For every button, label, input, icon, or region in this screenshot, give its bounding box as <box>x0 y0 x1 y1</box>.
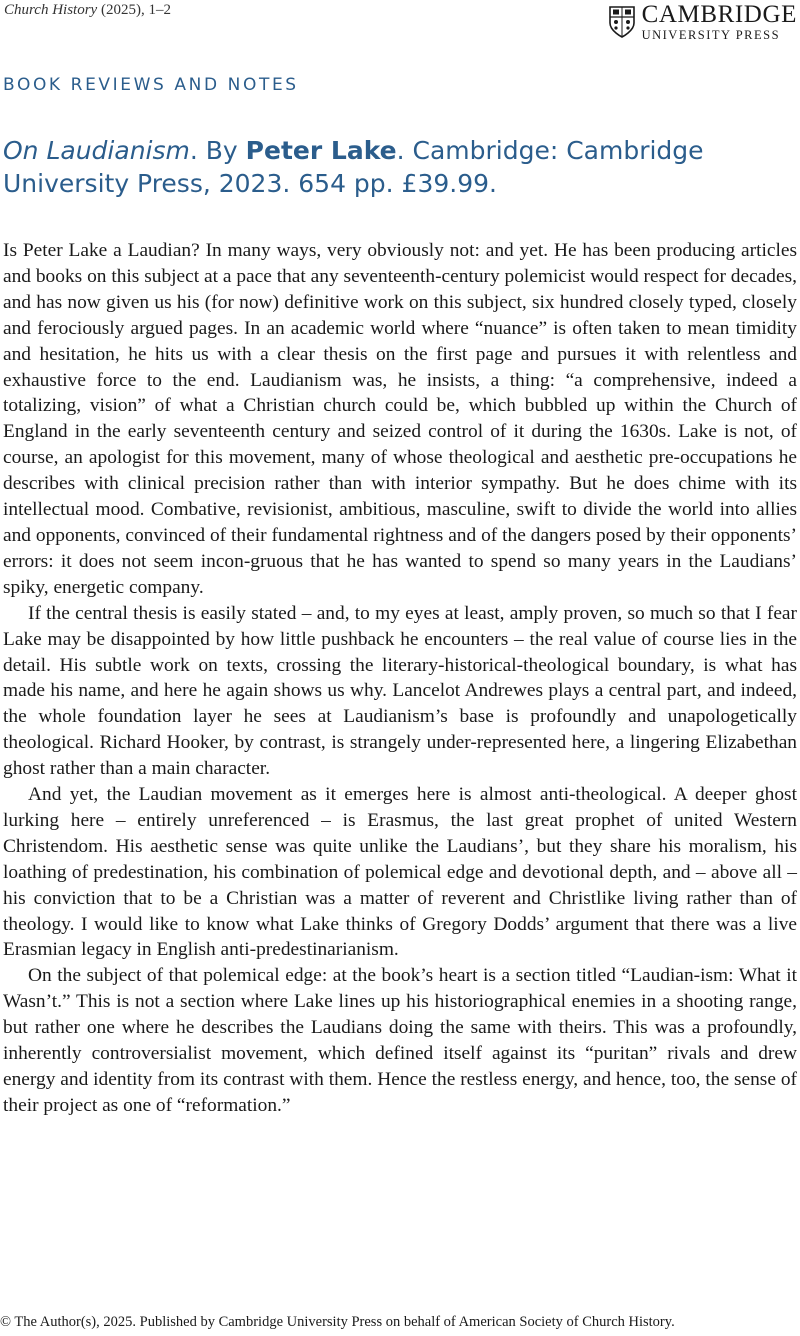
journal-reference <box>4 2 171 19</box>
publisher-logo <box>609 2 797 42</box>
body-paragraph: Is Peter Lake a Laudian? In many ways, very obviously not: and yet. He has been producing articles and books on this subject at a pace that any seventeenth-century polemicist would respect for decades, and has now given us his (for now) definitive work on this subject, six hundred closely typed, closely and ferociously argued pages. In an academic world where “nuance” is often taken to mean timidity and hesitation, he hits us with a clear thesis on the first page and pursues it with relentless and exhaustive force to the end. Laudianism was, he insists, a thing: “a comprehensive, indeed a totalizing, vision” of what a Christian church could be, which bubbled up within the Church of England in the early seventeenth century and seized control of it during the 1630s. Lake is not, of course, an apologist for this movement, many of whose theological and aesthetic pre-occupations he describes with clinical precision rather than with interior sympathy. But he does chime with its intellectual mood. Combative, revisionist, ambitious, masculine, swift to divide the world into allies and opponents, convinced of their fundamental rightness and of the dangers posed by their opponents’ errors: it does not seem incon-gruous that he has wanted to spend so many years in the Laudians’ spiky, energetic company. <box>3 240 797 598</box>
publisher-name-line1: CAMBRIDGE <box>641 1 797 28</box>
book-author: Peter Lake <box>245 136 397 165</box>
publication-details: . Cambridge: Cambridge University Press, 2023. 654 pp. £39.99. <box>3 136 704 198</box>
section-heading: BOOK REVIEWS AND NOTES <box>3 75 299 95</box>
body-paragraph: On the subject of that polemical edge: at the book’s heart is a section titled “Laudian-ism: What it Wasn’t.” This is not a section where Lake lines up his historiographical enemies in a shooting range, but rather one where he describes the Laudians doing the same with theirs. This was a profoundly, inherently controversialist movement, which defined itself against its “puritan” rivals and drew energy and identity from its contrast with them. Hence the restless energy, and hence, too, the sense of their project as one of “reformation.” <box>3 965 797 1116</box>
shield-crest-icon <box>609 6 635 38</box>
book-title: On Laudianism <box>3 136 190 165</box>
body-paragraph: And yet, the Laudian movement as it emerges here is almost anti-theological. A deeper ghost lurking here – entirely unreferenced – is Erasmus, the last great prophet of united Western Christendom. His aesthetic sense was quite unlike the Laudians’, but they share his moralism, his loathing of predestination, his combination of polemical edge and devotional depth, and – above all – his conviction that to be a Christian was a matter of reverent and Christlike living rather than of theology. I would like to know what Lake thinks of Gregory Dodds’ argument that there was a live Erasmian legacy in English anti-predestinarianism. <box>3 784 797 961</box>
review-body <box>3 238 797 1119</box>
body-paragraph: If the central thesis is easily stated – and, to my eyes at least, amply proven, so much so that I fear Lake may be disappointed by how little pushback he encounters – the real value of course lies in the detail. His subtle work on texts, crossing the literary-historical-theological boundary, is what has made his name, and here he again shows us why. Lancelot Andrewes plays a central part, and indeed, the whole foundation layer he sees at Laudianism’s base is profoundly and unapologetically theological. Richard Hooker, by contrast, is strangely under-represented here, a lingering Elizabethan ghost rather than a main character. <box>3 602 797 780</box>
publisher-wordmark <box>642 2 797 42</box>
copyright-notice: © The Author(s), 2025. Published by Cambridge University Press on behalf of American Society of Church History. <box>0 1314 675 1330</box>
by-label: . By <box>189 136 246 165</box>
journal-name: Church History <box>4 2 98 18</box>
review-title <box>3 134 793 200</box>
publisher-name-line2: UNIVERSITY PRESS <box>641 28 781 42</box>
journal-details: (2025), 1–2 <box>97 2 171 18</box>
